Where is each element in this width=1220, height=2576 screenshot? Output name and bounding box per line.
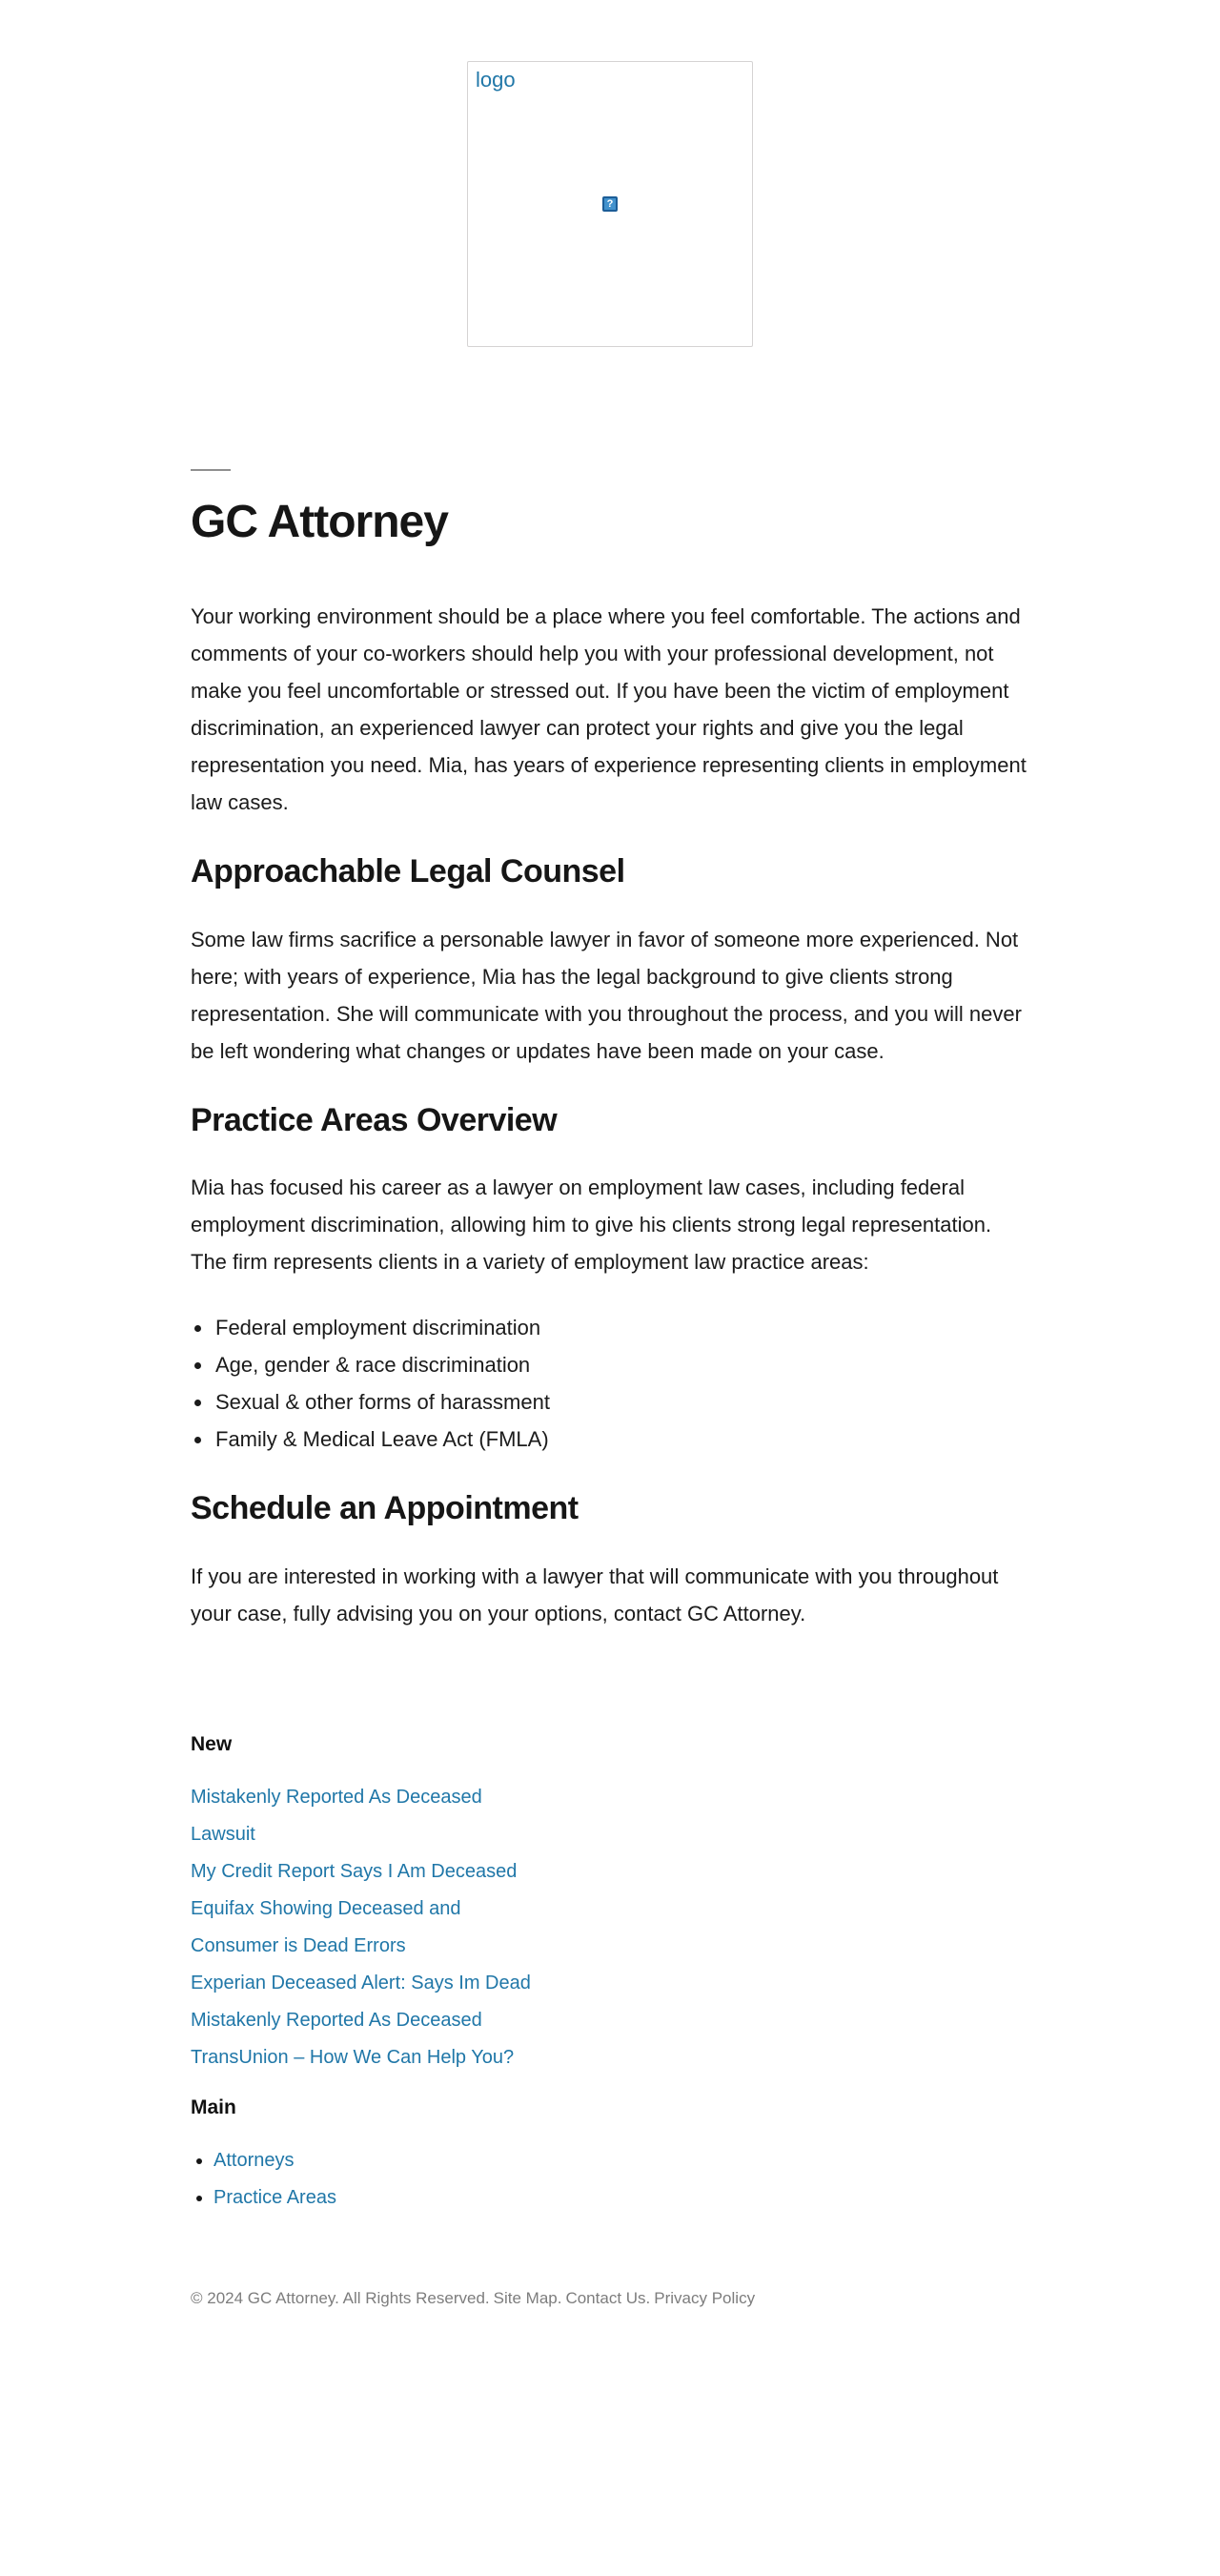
footer-main-links <box>191 2142 1029 2217</box>
footer-link-experian-deceased-alert[interactable]: Experian Deceased Alert: Says Im Dead <box>191 1972 531 1993</box>
section-heading-approachable-legal-counsel: Approachable Legal Counsel <box>191 853 625 890</box>
copyright-bar <box>191 2288 1029 2309</box>
main-content <box>191 469 1029 1632</box>
footer-link-contact-us[interactable]: Contact Us. <box>565 2289 651 2308</box>
broken-image-icon: ? <box>602 196 618 212</box>
site-header <box>0 61 1220 347</box>
section-heading-schedule-appointment: Schedule an Appointment <box>191 1490 579 1527</box>
list-item <box>214 2142 1029 2179</box>
footer-new-links <box>191 1779 536 2076</box>
logo-broken-image <box>467 61 753 347</box>
footer-link-mistakenly-reported-lawsuit[interactable]: Mistakenly Reported As Deceased Lawsuit <box>191 1786 482 1845</box>
title-divider <box>191 469 231 471</box>
footer-link-equifax-deceased[interactable]: Equifax Showing Deceased and Consumer is Dead Errors <box>191 1897 461 1956</box>
section-heading-practice-areas-overview: Practice Areas Overview <box>191 1101 558 1138</box>
section-paragraph-practice-areas: Mia has focused his career as a lawyer on employment law cases, including federal employment discrimination, allowing him to give his clients strong legal representation. The firm represents clients in a variety of employment law practice areas: <box>191 1176 992 1275</box>
site-footer <box>191 1732 1029 2309</box>
logo-alt-text: logo <box>476 68 516 92</box>
page-title: GC Attorney <box>191 497 448 547</box>
footer-new-heading: New <box>191 1732 233 1755</box>
intro-paragraph: Your working environment should be a place where you feel comfortable. The actions and comments of your co-workers should help you with your professional development, not make you feel uncomfortable or stressed out. If you have been the victim of employment discrimination, an experienced lawyer can protect your rights and give you the legal representation you need. Mia, has years of experience representing clients in employment law cases. <box>191 604 1027 815</box>
list-item-federal-discrimination: • Federal employment discrimination <box>214 1309 1029 1346</box>
footer-new-section <box>191 1732 1029 2076</box>
footer-link-credit-report-deceased[interactable]: My Credit Report Says I Am Deceased <box>191 1860 518 1882</box>
footer-link-site-map[interactable]: Site Map. <box>493 2289 562 2308</box>
section-paragraph-schedule: If you are interested in working with a lawyer that will communicate with you throughout your case, fully advising you on your options, contact GC Attorney. <box>191 1564 999 1625</box>
footer-main-heading: Main <box>191 2096 236 2118</box>
list-item-fmla: • Family & Medical Leave Act (FMLA) <box>214 1421 1029 1458</box>
footer-link-privacy-policy[interactable]: Privacy Policy <box>654 2289 756 2308</box>
list-item-harassment: • Sexual & other forms of harassment <box>214 1383 1029 1421</box>
list-item-age-gender-race: • Age, gender & race discrimination <box>214 1346 1029 1383</box>
section-paragraph-approachable: Some law firms sacrifice a personable lawyer in favor of someone more experienced. Not here; with years of experience, Mia has the legal background to give clients strong representation. She will communicate with you throughout the process, and you will never be left wondering what changes or updates have been made on your case. <box>191 927 1022 1063</box>
footer-link-attorneys[interactable]: Attorneys <box>214 2150 295 2172</box>
list-item <box>214 2179 1029 2217</box>
practice-areas-list <box>191 1309 1029 1458</box>
logo-link[interactable] <box>467 61 753 347</box>
footer-link-practice-areas[interactable]: Practice Areas <box>214 2187 336 2209</box>
copyright-text: © 2024 GC Attorney. All Rights Reserved. <box>191 2289 490 2308</box>
footer-main-section <box>191 2096 1029 2217</box>
footer-link-transunion-help[interactable]: Mistakenly Reported As Deceased TransUnion – How We Can Help You? <box>191 2009 515 2068</box>
